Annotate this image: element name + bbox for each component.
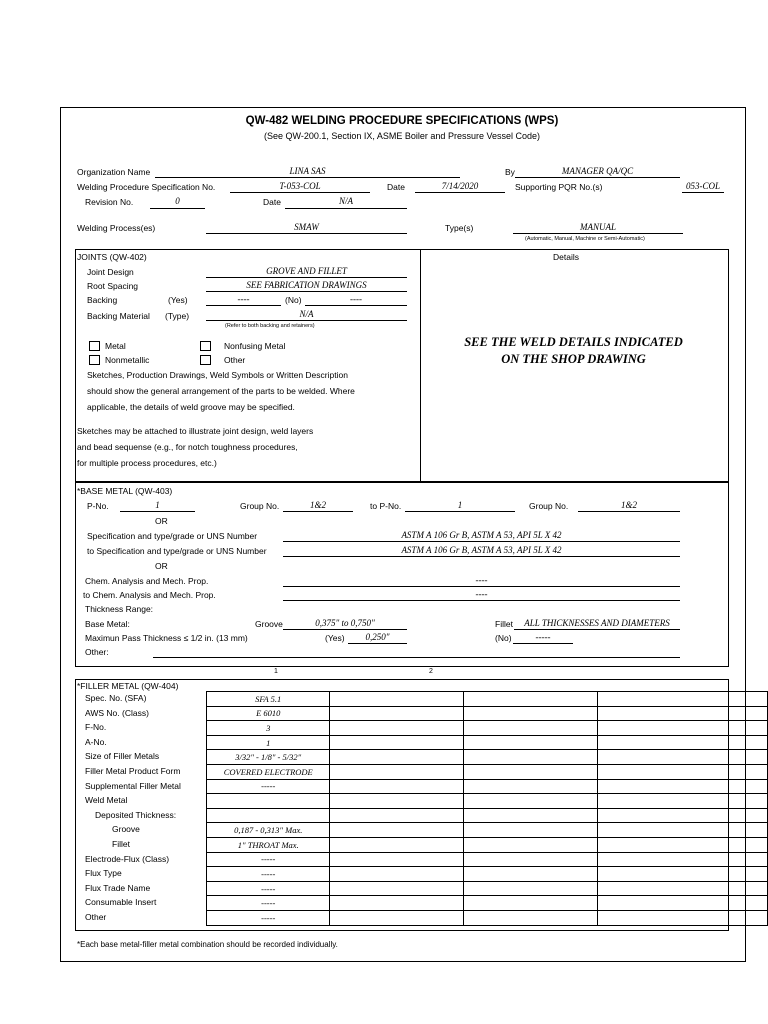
nonmetallic-checkbox[interactable] [89,355,100,365]
rev-line [150,208,205,209]
filler-row [207,823,768,838]
by-value: MANAGER QA/QC [561,166,634,176]
filler-row-label: Deposited Thickness: [95,809,177,820]
filler-col-1-label: 1 [274,668,278,675]
filler-cell-1: E 6010 [207,706,330,721]
page-subtitle: (See QW-200.1, Section IX, ASME Boiler and Pressure Vessel Code) [264,131,540,141]
max-pass-label: Maximun Pass Thickness ≤ 1/2 in. (13 mm) [85,633,248,643]
filler-cell-4 [598,779,768,794]
root-spacing-value: SEE FABRICATION DRAWINGS [246,280,367,290]
types-value: MANUAL [580,222,616,232]
max-pass-yes-line [348,643,407,644]
other-checkbox[interactable] [200,355,211,365]
filler-row [207,706,768,721]
filler-cell-3 [464,764,598,779]
filler-cell-4 [598,808,768,823]
filler-row [207,750,768,765]
joints-heading: JOINTS (QW-402) [77,252,147,262]
filler-cell-3 [464,721,598,736]
by-line [515,177,680,178]
groove-value: 0,375" to 0,750" [315,618,375,628]
org-label: Organization Name [77,167,151,177]
org-line [155,177,460,178]
filler-cell-3 [464,808,598,823]
filler-row-label: Electrode-Flux (Class) [85,853,170,864]
filler-cell-3 [464,794,598,809]
types-label: Type(s) [445,223,474,233]
filler-cell-3 [464,852,598,867]
backing-no-label: (No) [285,295,302,305]
filler-cell-1: 1 [207,735,330,750]
backing-type-label: (Type) [165,311,190,321]
spec-value: ASTM A 106 Gr B, ASTM A 53, API 5L X 42 [401,530,562,540]
filler-row-label: Spec. No. (SFA) [85,693,147,703]
backing-no-line [305,305,407,306]
filler-cell-4 [598,852,768,867]
filler-cell-2 [330,823,464,838]
joints-desc-1: Sketches, Production Drawings, Weld Symbols or Written Description [87,370,348,380]
filler-cell-2 [330,896,464,911]
filler-row-label: Size of Filler Metals [85,751,160,762]
sketch-note-1: Sketches may be attached to illustrate joint design, weld layers [77,426,314,436]
rev-label: Revision No. [85,197,134,207]
or-label-2: OR [155,561,168,571]
filler-cell-1 [207,794,330,809]
filler-cell-4 [598,750,768,765]
filler-cell-2 [330,735,464,750]
filler-row-label: Supplemental Filler Metal [85,780,181,791]
filler-cell-1: ----- [207,779,330,794]
rev-value: 0 [175,196,180,206]
wps-label: Welding Procedure Specification No. [77,182,216,192]
date-label: Date [387,182,405,192]
max-pass-no-value: ----- [535,632,551,642]
thickness-range-label: Thickness Range: [85,604,154,614]
filler-cell-2 [330,794,464,809]
filler-cell-4 [598,910,768,925]
joint-design-line [206,277,407,278]
to-pno-value: 1 [457,500,463,510]
sketch-note-3: for multiple process procedures, etc.) [77,458,217,468]
group2-value: 1&2 [620,500,637,510]
filler-cell-4 [598,764,768,779]
filler-row [207,764,768,779]
filler-row-label: Weld Metal [85,795,128,806]
process-value: SMAW [294,222,319,232]
filler-row-label: Consumable Insert [85,897,157,908]
filler-cell-3 [464,910,598,925]
root-spacing-line [206,291,407,292]
filler-cell-2 [330,881,464,896]
filler-row [207,896,768,911]
groove-label: Groove [255,619,283,629]
backing-material-note: (Refer to both backing and retainers) [225,323,315,329]
to-chem-label: to Chem. Analysis and Mech. Prop. [83,590,216,600]
process-label: Welding Process(es) [77,223,156,233]
filler-cell-4 [598,823,768,838]
backing-material-line [206,320,407,321]
root-spacing-label: Root Spacing [87,281,139,291]
filler-cell-2 [330,779,464,794]
backing-material-value: N/A [299,309,314,319]
details-label: Details [553,252,579,262]
filler-row [207,852,768,867]
filler-row-label: Flux Type [85,868,122,879]
filler-cell-3 [464,896,598,911]
filler-col-2-label: 2 [429,668,433,675]
filler-cell-2 [330,764,464,779]
filler-cell-4 [598,735,768,750]
pqr-value: 053-COL [685,181,720,191]
filler-cell-2 [330,867,464,882]
to-pno-label: to P-No. [370,501,402,511]
filler-row-label: AWS No. (Class) [85,707,149,718]
filler-cell-4 [598,837,768,852]
pno-line [120,511,195,512]
filler-cell-3 [464,823,598,838]
to-pno-line [405,511,515,512]
filler-cell-1 [207,808,330,823]
date-value: 7/14/2020 [441,181,479,191]
page-title: QW-482 WELDING PROCEDURE SPECIFICATIONS (WPS) [245,115,559,127]
by-label: By [505,167,515,177]
max-pass-no-label: (No) [495,633,512,643]
max-pass-yes-label: (Yes) [325,633,345,643]
process-line [206,233,407,234]
types-line [513,233,683,234]
wps-value: T-053-COL [279,181,321,191]
group-value: 1&2 [309,500,326,510]
base-other-label: Other: [85,647,109,657]
filler-row-label: Flux Trade Name [85,882,151,893]
filler-cell-4 [598,896,768,911]
filler-cell-2 [330,721,464,736]
nonmetallic-label: Nonmetallic [105,355,150,365]
filler-row [207,721,768,736]
filler-row [207,867,768,882]
backing-no-value: ---- [350,294,362,304]
metal-checkbox[interactable] [89,341,100,351]
filler-cell-4 [598,721,768,736]
filler-row-label: Other [85,912,107,922]
to-spec-line [283,556,680,557]
filler-cell-1: 0,187 - 0,313" Max. [207,823,330,838]
filler-cell-4 [598,706,768,721]
joints-desc-3: applicable, the details of weld groove may be specified. [87,402,295,412]
metal-label: Metal [105,341,126,351]
filler-cell-1: SFA 5.1 [207,692,330,707]
filler-cell-3 [464,779,598,794]
details-text-line-1: SEE THE WELD DETAILS INDICATED [464,335,683,349]
filler-row-label: A-No. [85,736,107,747]
filler-cell-2 [330,706,464,721]
filler-cell-1: ----- [207,896,330,911]
spec-line [283,541,680,542]
wps-line [230,192,370,193]
details-text-line-2: ON THE SHOP DRAWING [501,352,646,366]
filler-cell-4 [598,867,768,882]
filler-row-label: Filler Metal Product Form [85,766,181,776]
base-metal-heading: *BASE METAL (QW-403) [77,486,173,496]
filler-cell-3 [464,735,598,750]
filler-cell-4 [598,794,768,809]
filler-cell-1: ----- [207,867,330,882]
filler-cell-2 [330,837,464,852]
fillet-value: ALL THICKNESSES AND DIAMETERS [524,618,670,628]
nonfusing-checkbox[interactable] [200,341,211,351]
nonfusing-label: Nonfusing Metal [224,341,286,351]
to-chem-value: ---- [475,589,488,599]
sketch-note-2: and bead sequense (e.g., for notch toughness procedures, [77,442,298,452]
filler-cell-3 [464,837,598,852]
filler-row [207,692,768,707]
fillet-line [514,629,680,630]
or-label-1: OR [155,516,168,526]
backing-material-label: Backing Material [87,311,150,321]
filler-metal-table [206,691,768,926]
group2-line [578,511,680,512]
org-value: LINA SAS [289,166,326,176]
backing-label: Backing [87,295,118,305]
filler-cell-2 [330,692,464,707]
filler-cell-2 [330,910,464,925]
filler-row [207,881,768,896]
filler-cell-2 [330,852,464,867]
backing-yes-label: (Yes) [168,295,188,305]
max-pass-no-line [513,643,573,644]
filler-cell-4 [598,692,768,707]
spec-label: Specification and type/grade or UNS Number [87,531,258,541]
to-chem-line [283,600,680,601]
date2-label: Date [263,197,281,207]
groove-line [283,629,407,630]
chem-value: ---- [475,575,488,585]
filler-cell-2 [330,750,464,765]
backing-yes-value: ---- [237,294,250,304]
date-line [415,192,505,193]
filler-cell-1: 3 [207,721,330,736]
filler-cell-1: ----- [207,910,330,925]
group-line [283,511,353,512]
filler-row-label: Groove [112,824,140,835]
filler-row [207,735,768,750]
chem-label: Chem. Analysis and Mech. Prop. [85,576,209,586]
filler-cell-1: ----- [207,881,330,896]
filler-cell-1: 3/32" - 1/8" - 5/32" [207,750,330,765]
filler-row-label: Fillet [112,839,130,849]
group-label: Group No. [240,501,280,511]
pqr-line [682,192,724,193]
filler-cell-1: 1" THROAT Max. [207,837,330,852]
max-pass-yes-value: 0,250" [365,632,390,642]
filler-row [207,779,768,794]
pno-label: P-No. [87,501,109,511]
filler-row-label: F-No. [85,722,107,733]
filler-cell-3 [464,867,598,882]
pno-value: 1 [155,500,160,510]
filler-cell-1: COVERED ELECTRODE [207,764,330,779]
fillet-label: Fillet [495,619,513,629]
base-other-line [153,657,680,658]
filler-row [207,794,768,809]
filler-cell-2 [330,808,464,823]
filler-row [207,808,768,823]
filler-metal-heading: *FILLER METAL (QW-404) [77,681,179,691]
joint-design-label: Joint Design [87,267,134,277]
filler-cell-3 [464,706,598,721]
filler-cell-3 [464,881,598,896]
footnote: *Each base metal-filler metal combination should be recorded individually. [77,940,338,949]
other-label: Other [224,355,246,365]
to-spec-value: ASTM A 106 Gr B, ASTM A 53, API 5L X 42 [401,545,562,555]
date2-value: N/A [338,196,353,206]
joint-design-value: GROVE AND FILLET [266,266,347,276]
to-spec-label: to Specification and type/grade or UNS Number [87,546,267,556]
base-metal-label: Base Metal: [85,619,130,629]
pqr-label: Supporting PQR No.(s) [515,182,603,192]
filler-cell-4 [598,881,768,896]
group2-label: Group No. [529,501,569,511]
filler-row [207,837,768,852]
types-note: (Automatic, Manual, Machine or Semi-Automatic) [525,236,645,242]
filler-cell-3 [464,750,598,765]
filler-cell-3 [464,692,598,707]
filler-cell-1: ----- [207,852,330,867]
chem-line [283,586,680,587]
joints-desc-2: should show the general arrangement of the parts to be welded. Where [87,386,355,396]
filler-row [207,910,768,925]
backing-yes-line [206,305,281,306]
date2-line [285,208,407,209]
